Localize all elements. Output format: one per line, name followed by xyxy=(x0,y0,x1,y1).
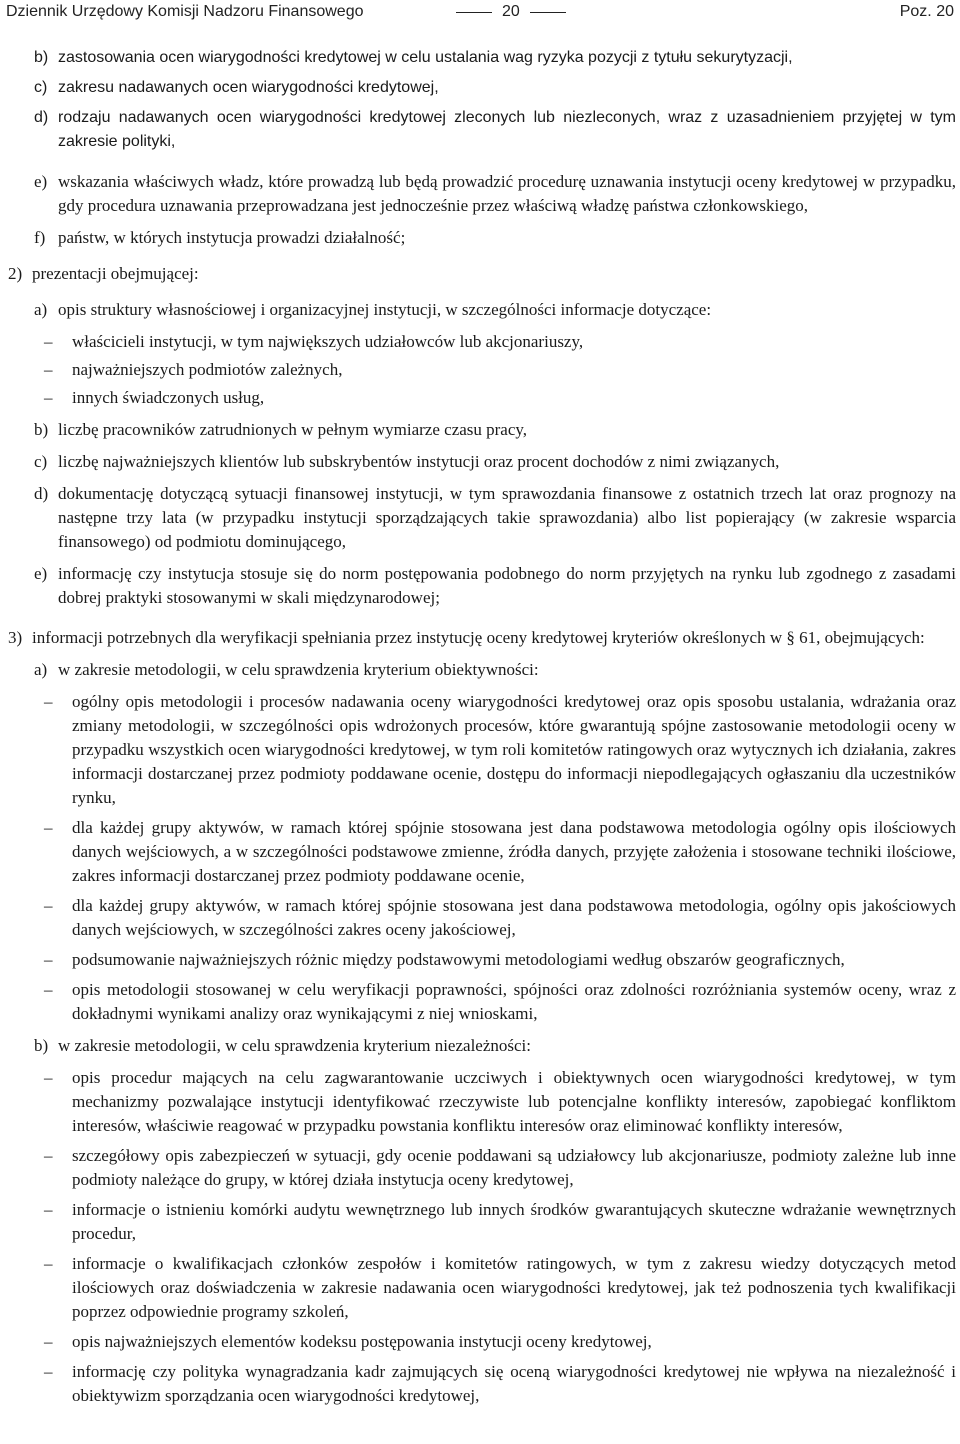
list-item-label: a) xyxy=(34,660,48,679)
list-item xyxy=(0,1330,960,1354)
dash-marker: – xyxy=(44,1146,53,1165)
list-item xyxy=(0,1360,960,1408)
list-item xyxy=(0,450,960,474)
dash-marker: – xyxy=(44,360,53,379)
page-number: 20 xyxy=(502,3,520,20)
list-item-text: liczbę najważniejszych klientów lub subskrybentów instytucji oraz procent dochodów z nimi związanych, xyxy=(58,452,780,471)
list-item-text: liczbę pracowników zatrudnionych w pełnym wymiarze czasu pracy, xyxy=(58,420,528,439)
list-item-text: informacji potrzebnych dla weryfikacji spełniania przez instytucję oceny kredytowej kryteriów określonych w § 61, obejmujących: xyxy=(32,628,925,647)
list-item-text: prezentacji obejmującej: xyxy=(32,264,199,283)
list-item-text: w zakresie metodologii, w celu sprawdzenia kryterium niezależności: xyxy=(58,1036,531,1055)
dash-marker: – xyxy=(44,818,53,837)
list-item-text: ogólny opis metodologii i procesów nadawania oceny wiarygodności kredytowej oraz opis sposobu ustalania, wdrażania oraz zmiany metodologii, w szczególności opis wdrożonych procesów, które gwarantują spójne zastosowanie metodologii oceny w przypadku wszystkich ocen wiarygodności kredytowej, w tym roli komitetów ratingowych oraz wytycznych ich działania, zakres informacji dostarczanej przez podmioty poddawane ocenie, dostępu do informacji niepodlegających ogłaszaniu dla uczestników rynku, xyxy=(72,692,956,807)
list-item-text: dla każdej grupy aktywów, w ramach której spójnie stosowana jest dana podstawowa metodologia ogólny opis ilościowych danych wejściowych, a w szczególności podstawowe zmienne, źródła danych, przyjęte założenia i stosowane techniki ilościowe, zakres informacji dostarczanej przez podmioty poddawane ocenie, xyxy=(72,818,956,885)
list-item-label: d) xyxy=(34,484,49,503)
page-number-rule-left xyxy=(456,12,492,13)
dash-marker: – xyxy=(44,692,53,711)
dash-marker: – xyxy=(44,1068,53,1087)
list-item-text: informację czy instytucja stosuje się do norm postępowania podobnego do norm przyjętych na rynku lub zgodnego z zasadami dobrej praktyki stosowanymi w skali międzynarodowej; xyxy=(58,564,956,607)
dash-marker: – xyxy=(44,896,53,915)
list-item-text: informacje o istnieniu komórki audytu wewnętrznego lub innych środków gwarantujących skuteczne wdrażanie wewnętrznych procedur, xyxy=(72,1200,956,1243)
list-item xyxy=(0,358,960,382)
list-item xyxy=(0,106,960,154)
list-item xyxy=(0,658,960,682)
list-item-text: opis procedur mających na celu zagwarantowanie uczciwych i obiektywnych ocen wiarygodności kredytowej, w tym mechanizmy pozwalające instytucji identyfikować rzeczywiste lub potencjalne konflikty interesów, zapobiegać konfliktom interesów, właściwie reagować w przypadku powstania konfliktu interesów oraz eliminować konflikty interesów, xyxy=(72,1068,956,1135)
list-item xyxy=(0,626,960,650)
journal-title: Dziennik Urzędowy Komisji Nadzoru Finansowego xyxy=(6,3,364,20)
list-item xyxy=(0,46,960,70)
dash-marker: – xyxy=(44,1254,53,1273)
list-item xyxy=(0,76,960,100)
list-item xyxy=(0,170,960,218)
list-item-label: f) xyxy=(34,228,46,247)
list-item-label: c) xyxy=(34,79,48,96)
list-item xyxy=(0,1066,960,1138)
list-item-label: 3) xyxy=(8,628,23,647)
list-item-text: w zakresie metodologii, w celu sprawdzenia kryterium obiektywności: xyxy=(58,660,539,679)
position-number: Poz. 20 xyxy=(899,3,954,20)
list-item-label: a) xyxy=(34,300,48,319)
list-item-label: 2) xyxy=(8,264,23,283)
list-item xyxy=(0,816,960,888)
list-item xyxy=(0,386,960,410)
list-item-text: opis najważniejszych elementów kodeksu postępowania instytucji oceny kredytowej, xyxy=(72,1332,652,1351)
dash-marker: – xyxy=(44,1362,53,1381)
page-header xyxy=(6,0,954,24)
list-item-text: opis struktury własnościowej i organizacyjnej instytucji, w szczególności informacje dotyczące: xyxy=(58,300,712,319)
document-body xyxy=(0,46,960,1408)
list-item-text: informacje o kwalifikacjach członków zespołów i komitetów ratingowych, w tym z zakresu wiedzy dotyczących metod ilościowych oraz doświadczenia w zakresie nadawania ocen wiarygodności kredytowej, jak też podnoszenia tych kwalifikacji poprzez odpowiednie programy szkoleń, xyxy=(72,1254,956,1321)
dash-marker: – xyxy=(44,1200,53,1219)
dash-marker: – xyxy=(44,950,53,969)
list-item-text: rodzaju nadawanych ocen wiarygodności kredytowej zleconych lub niezleconych, wraz z uzasadnieniem przyjętej w tym zakresie polityki, xyxy=(58,109,956,150)
list-item-text: dla każdej grupy aktywów, w ramach której spójnie stosowana jest dana podstawowa metodologia, ogólny opis jakościowych danych wejściowych, w szczególności zakres oceny jakościowej, xyxy=(72,896,956,939)
list-item-text: szczegółowy opis zabezpieczeń w sytuacji, gdy ocenie poddawani są udziałowcy lub akcjonariusze, podmioty zależne lub inne podmioty należące do grupy, w której działa instytucja oceny kredytowej, xyxy=(72,1146,956,1189)
dash-marker: – xyxy=(44,332,53,351)
list-item-label: c) xyxy=(34,452,48,471)
list-item xyxy=(0,226,960,250)
list-item-text: podsumowanie najważniejszych różnic między podstawowymi metodologiami według obszarów geograficznych, xyxy=(72,950,845,969)
list-item-text: zastosowania ocen wiarygodności kredytowej w celu ustalania wag ryzyka pozycji z tytułu sekurytyzacji, xyxy=(58,49,793,66)
list-item xyxy=(0,978,960,1026)
list-item xyxy=(0,1198,960,1246)
list-item-label: b) xyxy=(34,420,49,439)
list-item-text: zakresu nadawanych ocen wiarygodności kredytowej, xyxy=(58,79,439,96)
list-item-label: b) xyxy=(34,1036,49,1055)
list-item-label: e) xyxy=(34,172,48,191)
list-item-label: e) xyxy=(34,564,48,583)
list-item-text: najważniejszych podmiotów zależnych, xyxy=(72,360,343,379)
list-item xyxy=(0,690,960,810)
list-item-text: właścicieli instytucji, w tym największych udziałowców lub akcjonariuszy, xyxy=(72,332,584,351)
list-item xyxy=(0,262,960,286)
page-number-rule-right xyxy=(530,12,566,13)
list-item xyxy=(0,482,960,554)
dash-marker: – xyxy=(44,388,53,407)
list-item-label: b) xyxy=(34,49,49,66)
dash-marker: – xyxy=(44,980,53,999)
list-item xyxy=(0,948,960,972)
list-item xyxy=(0,894,960,942)
dash-marker: – xyxy=(44,1332,53,1351)
list-item-text: państw, w których instytucja prowadzi działalność; xyxy=(58,228,406,247)
list-item xyxy=(0,1034,960,1058)
list-item xyxy=(0,1252,960,1324)
list-item-text: wskazania właściwych władz, które prowadzą lub będą prowadzić procedurę uznawania instytucji oceny kredytowej w przypadku, gdy procedura uznawania przeprowadzana jest jednocześnie przez właściwą władzę państwa członkowskiego, xyxy=(58,172,956,215)
list-item-text: informację czy polityka wynagradzania kadr zajmujących się oceną wiarygodności kredytowej nie wpływa na niezależność i obiektywizm sporządzania ocen wiarygodności kredytowej, xyxy=(72,1362,956,1405)
page-number-block xyxy=(446,0,576,24)
list-item-text: dokumentację dotyczącą sytuacji finansowej instytucji, w tym sprawozdania finansowe z ostatnich trzech lat oraz prognozy na następne trzy lata (w przypadku instytucji sporządzających takie sprawozdania) albo list popierający (w zakresie wsparcia finansowego) od podmiotu dominującego, xyxy=(58,484,956,551)
list-item xyxy=(0,418,960,442)
list-item-label: d) xyxy=(34,109,49,126)
list-item xyxy=(0,330,960,354)
list-item xyxy=(0,562,960,610)
list-item xyxy=(0,1144,960,1192)
list-item-text: innych świadczonych usług, xyxy=(72,388,265,407)
list-item xyxy=(0,298,960,322)
list-item-text: opis metodologii stosowanej w celu weryfikacji poprawności, spójności oraz zdolności rozróżniania systemów oceny, wraz z dokładnymi wynikami analizy oraz wynikającymi z niej wnioskami, xyxy=(72,980,956,1023)
